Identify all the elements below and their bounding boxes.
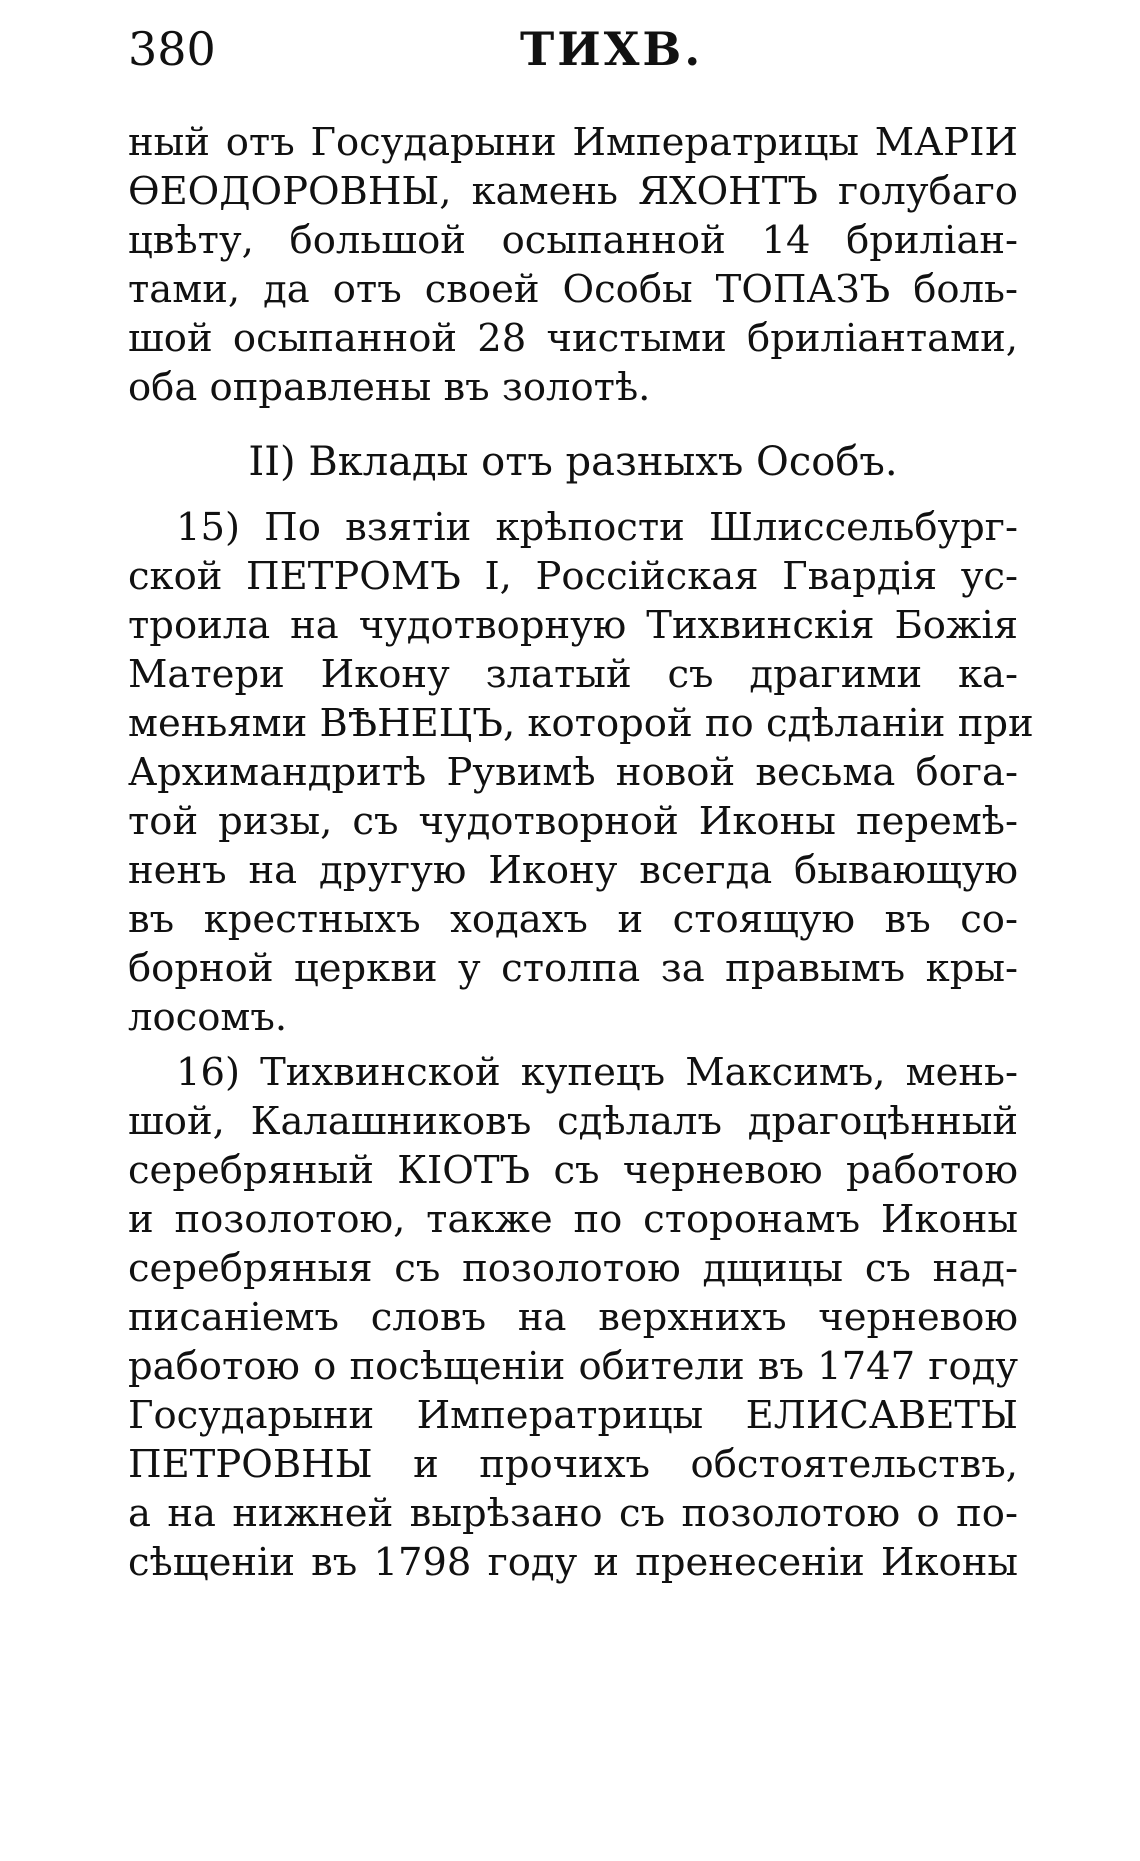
- text-line: серебряныя съ позолотою дщицы съ над-: [128, 1246, 1018, 1291]
- text-line: ской ПЕТРОМЪ I, Россiйская Гвардiя ус-: [128, 554, 1018, 599]
- text-line: тами, да отъ своей Особы ТОПАЗЪ боль-: [128, 267, 1018, 312]
- running-title: ТИХВ.: [520, 22, 704, 76]
- text-line: въ крестныхъ ходахъ и стоящую въ со-: [128, 897, 1018, 942]
- text-line: цвѣту, большой осыпанной 14 брилiан-: [128, 218, 1018, 263]
- text-line: работою о посѣщенiи обители въ 1747 году: [128, 1344, 1018, 1389]
- text-line: 15) По взятiи крѣпости Шлиссельбург-: [176, 505, 1018, 550]
- text-line: ѲЕОДОРОВНЫ, камень ЯХОНТЪ голубаго: [128, 169, 1018, 214]
- text-line: оба оправлены въ золотѣ.: [128, 365, 651, 410]
- page-body: [128, 118, 1034, 1587]
- text-line: 16) Тихвинской купецъ Максимъ, мень-: [176, 1050, 1018, 1095]
- text-line: шой, Калашниковъ сдѣлалъ драгоцѣнный: [128, 1099, 1018, 1144]
- text-line: борной церкви у столпа за правымъ кры-: [128, 946, 1018, 991]
- text-line: ный отъ Государыни Императрицы МАРІИ: [128, 120, 1018, 165]
- text-line: той ризы, съ чудотворной Иконы перемѣ-: [128, 799, 1018, 844]
- text-line: меньями ВѢНЕЦЪ, которой по сдѣланiи при: [128, 701, 1034, 746]
- text-line: шой осыпанной 28 чистыми брилiантами,: [128, 316, 1018, 361]
- text-line: ненъ на другую Икону всегда бывающую: [128, 848, 1018, 893]
- text-line: Матери Икону златый съ драгими ка-: [128, 652, 1018, 697]
- text-line: Архимандритѣ Рувимѣ новой весьма бога-: [128, 750, 1018, 795]
- text-line: а на нижней вырѣзано съ позолотою о по-: [128, 1491, 1018, 1536]
- page-number: 380: [128, 22, 216, 76]
- section-heading: II) Вклады отъ разныхъ Особъ.: [248, 439, 898, 485]
- paragraph-3: [128, 1048, 1018, 1587]
- text-line: писанiемъ словъ на верхнихъ черневою: [128, 1295, 1018, 1340]
- paragraph-1: [128, 118, 1018, 412]
- text-line: серебряный КIОТЪ съ черневою работою: [128, 1148, 1018, 1193]
- text-line: сѣщенiи въ 1798 году и пренесенiи Иконы: [128, 1540, 1018, 1585]
- text-line: ПЕТРОВНЫ и прочихъ обстоятельствъ,: [128, 1442, 1018, 1487]
- text-line: Государыни Императрицы ЕЛИСАВЕТЫ: [128, 1393, 1018, 1438]
- paragraph-2: [128, 503, 1034, 1042]
- page-header: [0, 22, 1140, 92]
- text-line: лосомъ.: [128, 995, 288, 1040]
- text-line: и позолотою, также по сторонамъ Иконы: [128, 1197, 1018, 1242]
- text-line: троила на чудотворную Тихвинскiя Божiя: [128, 603, 1018, 648]
